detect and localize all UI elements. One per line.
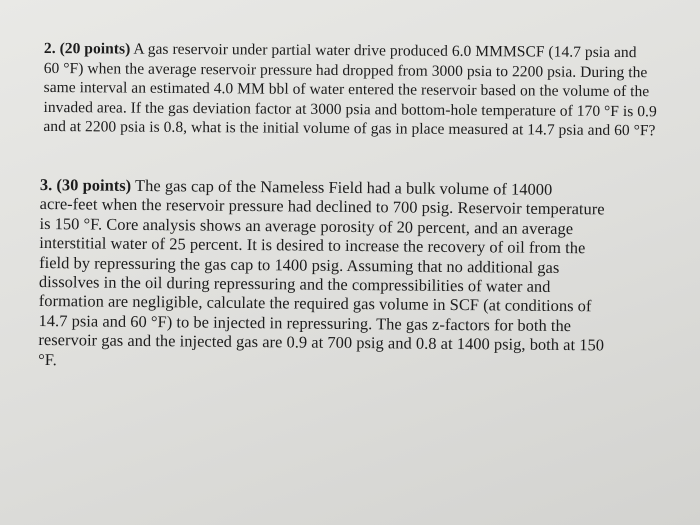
problem-line: and at 2200 psia is 0.8, what is the initial volume of gas in place measured at 14.7 psia and 60 °F? [43,117,656,140]
problem-points: (20 points) [59,40,131,58]
problem-text: A gas reservoir under partial water drive produced 6.0 MMMSCF (14.7 psia and [130,40,637,62]
problem-line: invaded area. If the gas deviation factor at 3000 psia and bottom-hole temperature of 170 °F is 0.9 [43,98,657,120]
problem-line: field by repressuring the gas cap to 1400 psig. Assuming that no additional gas [39,252,560,277]
problem-line: °F. [38,349,57,369]
problem-2 [43,39,664,141]
problem-points: (30 points) [56,175,132,195]
problem-line: interstitial water of 25 percent. It is desired to increase the recovery of oil from the [39,233,586,258]
problem-number: 3. [39,175,53,195]
problem-line: is 150 °F. Core analysis shows an average porosity of 20 percent, and an average [39,213,574,238]
problem-line: 60 °F) when the average reservoir pressure had dropped from 3000 psia to 2200 psia. During the [43,59,648,81]
problem-number: 2. [43,39,56,58]
problem-line: same interval an estimated 4.0 MM bbl of water entered the reservoir based on the volume of the [43,78,650,101]
problem-3 [38,175,660,375]
problem-line: 14.7 psia and 60 °F) to be injected in repressuring. The gas z-factors for both the [38,310,572,335]
problem-line: dissolves in the oil during repressuring and the compressibilities of water and [38,272,551,296]
problem-line: reservoir gas and the injected gas are 0.9 at 700 psig and 0.8 at 1400 psig, both at 150 [38,330,605,355]
problem-text: The gas cap of the Nameless Field had a bulk volume of 14000 [131,175,553,199]
problem-line: formation are negligible, calculate the required gas volume in SCF (at conditions of [38,291,592,316]
problem-line: acre-feet when the reservoir pressure had declined to 700 psig. Reservoir temperature [39,194,605,219]
